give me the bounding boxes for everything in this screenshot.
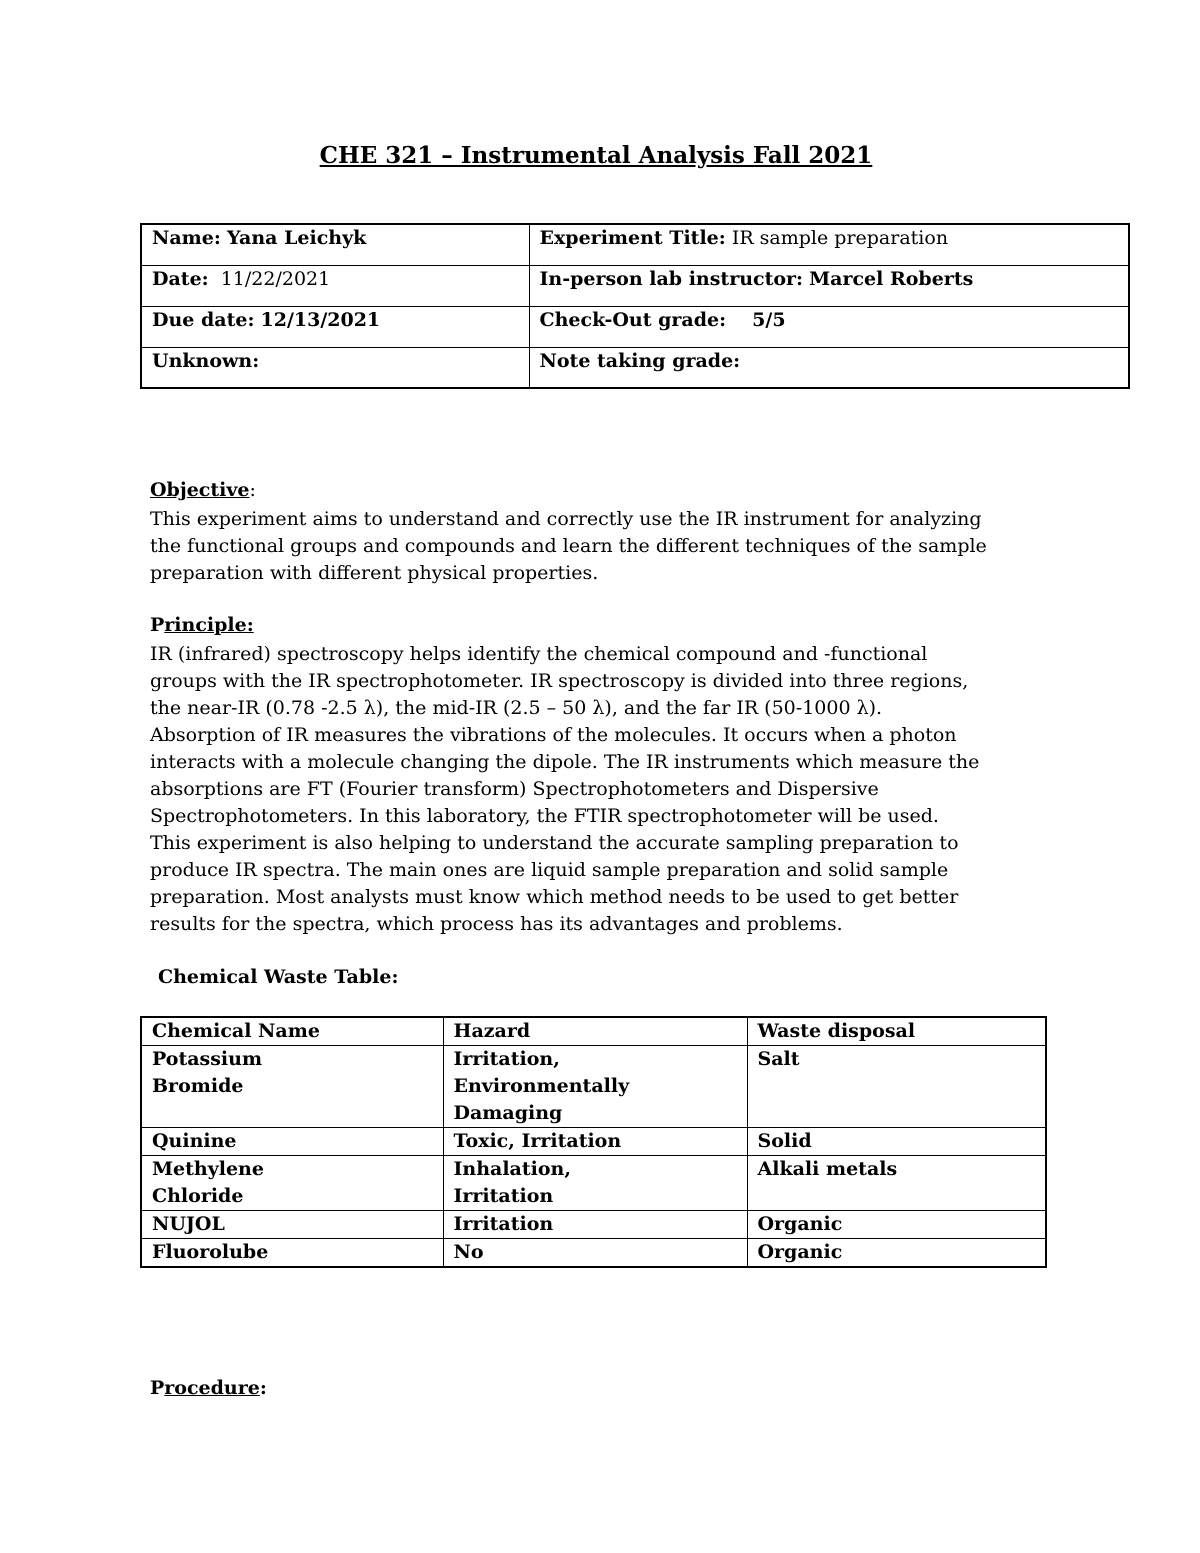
due-date-label: Due date: <box>152 308 255 331</box>
table-row <box>141 1211 1046 1239</box>
note-taking-grade-label: Note taking grade: <box>539 349 741 372</box>
principle-line: preparation. Most analysts must know which method needs to be used to get better <box>150 886 959 908</box>
objective-line: the functional groups and compounds and learn the different techniques of the sample <box>150 535 987 557</box>
column-header-chemical-name: Chemical Name <box>141 1017 443 1046</box>
name-label: Name: <box>152 227 221 249</box>
table-row <box>141 1156 1046 1211</box>
instructor-cell <box>529 265 1129 306</box>
chemical-name-cell: Fluorolube <box>141 1239 443 1268</box>
hazard-cell: Irritation, Environmentally Damaging <box>443 1046 747 1128</box>
due-date-value: 12/13/2021 <box>260 308 381 331</box>
hazard-cell: No <box>443 1239 747 1268</box>
hazard-cell: Inhalation, Irritation <box>443 1156 747 1211</box>
chemical-name-cell: NUJOL <box>141 1211 443 1239</box>
waste-disposal-cell: Organic <box>747 1211 1046 1239</box>
principle-heading: Principle: <box>150 614 254 636</box>
table-row <box>141 1046 1046 1128</box>
principle-line: the near-IR (0.78 -2.5 λ), the mid-IR (2.5 – 50 λ), and the far IR (50-1000 λ). <box>150 697 883 719</box>
instructor-label: In-person lab instructor: <box>539 267 804 290</box>
principle-line: absorptions are FT (Fourier transform) Spectrophotometers and Dispersive <box>150 778 879 800</box>
chemical-waste-table <box>140 1016 1047 1268</box>
experiment-title-label: Experiment Title: <box>539 227 726 249</box>
experiment-title-cell <box>529 224 1129 265</box>
page-title: CHE 321 – Instrumental Analysis Fall 2021 <box>319 142 873 169</box>
objective-line: This experiment aims to understand and correctly use the IR instrument for analyzing <box>150 508 982 530</box>
procedure-heading: Procedure: <box>150 1377 267 1399</box>
objective-text <box>150 506 987 587</box>
date-value: 11/22/2021 <box>220 267 331 290</box>
chemical-name-cell: Potassium Bromide <box>141 1046 443 1128</box>
info-table <box>140 223 1130 389</box>
due-date-cell <box>141 306 529 347</box>
waste-disposal-cell: Solid <box>747 1128 1046 1156</box>
column-header-waste-disposal: Waste disposal <box>747 1017 1046 1046</box>
note-taking-grade-cell <box>529 347 1129 388</box>
experiment-title-value: IR sample preparation <box>731 227 949 249</box>
waste-disposal-cell: Salt <box>747 1046 1046 1128</box>
principle-line: results for the spectra, which process has its advantages and problems. <box>150 913 843 935</box>
checkout-grade-label: Check-Out grade: <box>539 308 727 331</box>
name-cell <box>141 224 529 265</box>
objective-heading: Objective: <box>150 479 256 501</box>
waste-disposal-cell: Alkali metals <box>747 1156 1046 1211</box>
checkout-grade-cell <box>529 306 1129 347</box>
principle-line: This experiment is also helping to understand the accurate sampling preparation to <box>150 832 959 854</box>
info-row <box>141 224 1129 265</box>
unknown-cell <box>141 347 529 388</box>
date-label: Date: <box>152 267 209 290</box>
table-row <box>141 1128 1046 1156</box>
waste-disposal-cell: Organic <box>747 1239 1046 1268</box>
hazard-cell: Irritation <box>443 1211 747 1239</box>
info-row <box>141 265 1129 306</box>
unknown-label: Unknown: <box>152 349 260 372</box>
principle-line: interacts with a molecule changing the dipole. The IR instruments which measure the <box>150 751 980 773</box>
info-row <box>141 306 1129 347</box>
info-row <box>141 347 1129 388</box>
objective-line: preparation with different physical properties. <box>150 562 599 584</box>
checkout-grade-value: 5/5 <box>752 308 786 331</box>
chemical-name-cell: Quinine <box>141 1128 443 1156</box>
instructor-value: Marcel Roberts <box>809 267 974 290</box>
hazard-cell: Toxic, Irritation <box>443 1128 747 1156</box>
principle-line: produce IR spectra. The main ones are liquid sample preparation and solid sample <box>150 859 949 881</box>
waste-table-heading: Chemical Waste Table: <box>158 966 399 988</box>
chemical-name-cell: Methylene Chloride <box>141 1156 443 1211</box>
principle-line: IR (infrared) spectroscopy helps identify the chemical compound and -functional <box>150 643 928 665</box>
principle-line: Spectrophotometers. In this laboratory, the FTIR spectrophotometer will be used. <box>150 805 939 827</box>
table-row <box>141 1239 1046 1268</box>
name-value: Yana Leichyk <box>226 227 367 249</box>
column-header-hazard: Hazard <box>443 1017 747 1046</box>
date-cell <box>141 265 529 306</box>
principle-text <box>150 641 980 938</box>
principle-line: groups with the IR spectrophotometer. IR spectroscopy is divided into three regions, <box>150 670 969 692</box>
principle-line: Absorption of IR measures the vibrations of the molecules. It occurs when a photon <box>150 724 957 746</box>
table-header-row <box>141 1017 1046 1046</box>
